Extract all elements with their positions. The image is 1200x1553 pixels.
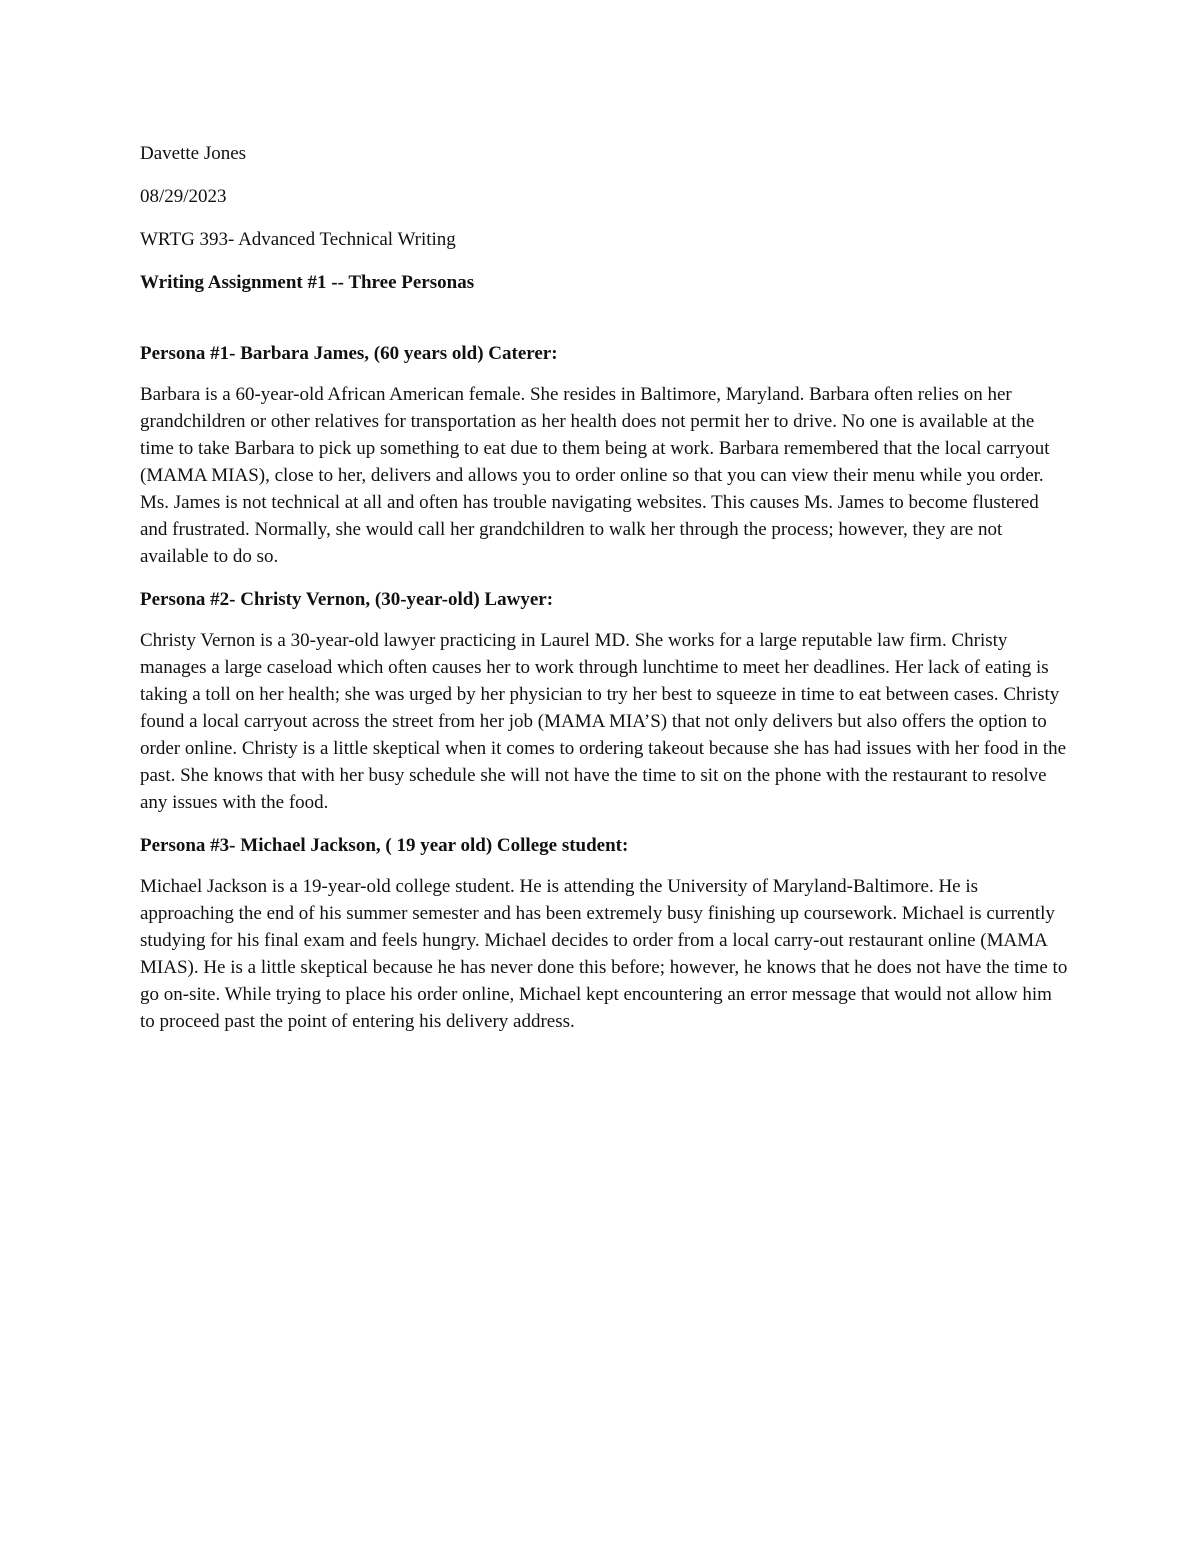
document-title: Writing Assignment #1 -- Three Personas <box>140 272 475 293</box>
course-name: WRTG 393- Advanced Technical Writing <box>140 229 456 250</box>
persona-heading: Persona #3- Michael Jackson, ( 19 year old) College student: <box>140 835 629 856</box>
author-name: Davette Jones <box>140 143 247 164</box>
document-body <box>140 140 1070 1047</box>
persona-description: Barbara is a 60-year-old African American female. She resides in Baltimore, Maryland. Barbara often relies on her grandchildren or other relatives for transportation as her health does not permit her to drive. No one is available at the time to take Barbara to pick up something to eat due to them being at work. Barbara remembered that the local carryout (MAMA MIAS), close to her, delivers and allows you to order online so that you can view their menu while you order. Ms. James is not technical at all and often has trouble navigating websites. This causes Ms. James to become flustered and frustrated. Normally, she would call her grandchildren to walk her through the process; however, they are not available to do so. <box>140 384 1050 567</box>
persona-description: Michael Jackson is a 19-year-old college student. He is attending the University of Maryland-Baltimore. He is approaching the end of his summer semester and has been extremely busy finishing up coursework. Michael is currently studying for his final exam and feels hungry. Michael decides to order from a local carry-out restaurant online (MAMA MIAS). He is a little skeptical because he has never done this before; however, he knows that he does not have the time to go on-site. While trying to place his order online, Michael kept encountering an error message that would not allow him to proceed past the point of entering his delivery address. <box>140 876 1068 1032</box>
persona-heading: Persona #1- Barbara James, (60 years old) Caterer: <box>140 343 558 364</box>
assignment-date: 08/29/2023 <box>140 186 227 207</box>
persona-section-3 <box>140 832 1070 1035</box>
persona-section-2 <box>140 586 1070 816</box>
persona-section-1 <box>140 340 1070 570</box>
persona-description: Christy Vernon is a 30-year-old lawyer practicing in Laurel MD. She works for a large reputable law firm. Christy manages a large caseload which often causes her to work through lunchtime to meet her deadlines. Her lack of eating is taking a toll on her health; she was urged by her physician to try her best to squeeze in time to eat between cases. Christy found a local carryout across the street from her job (MAMA MIA’S) that not only delivers but also offers the option to order online. Christy is a little skeptical when it comes to ordering takeout because she has had issues with her food in the past. She knows that with her busy schedule she will not have the time to sit on the phone with the restaurant to resolve any issues with the food. <box>140 630 1067 813</box>
persona-heading: Persona #2- Christy Vernon, (30-year-old) Lawyer: <box>140 589 554 610</box>
